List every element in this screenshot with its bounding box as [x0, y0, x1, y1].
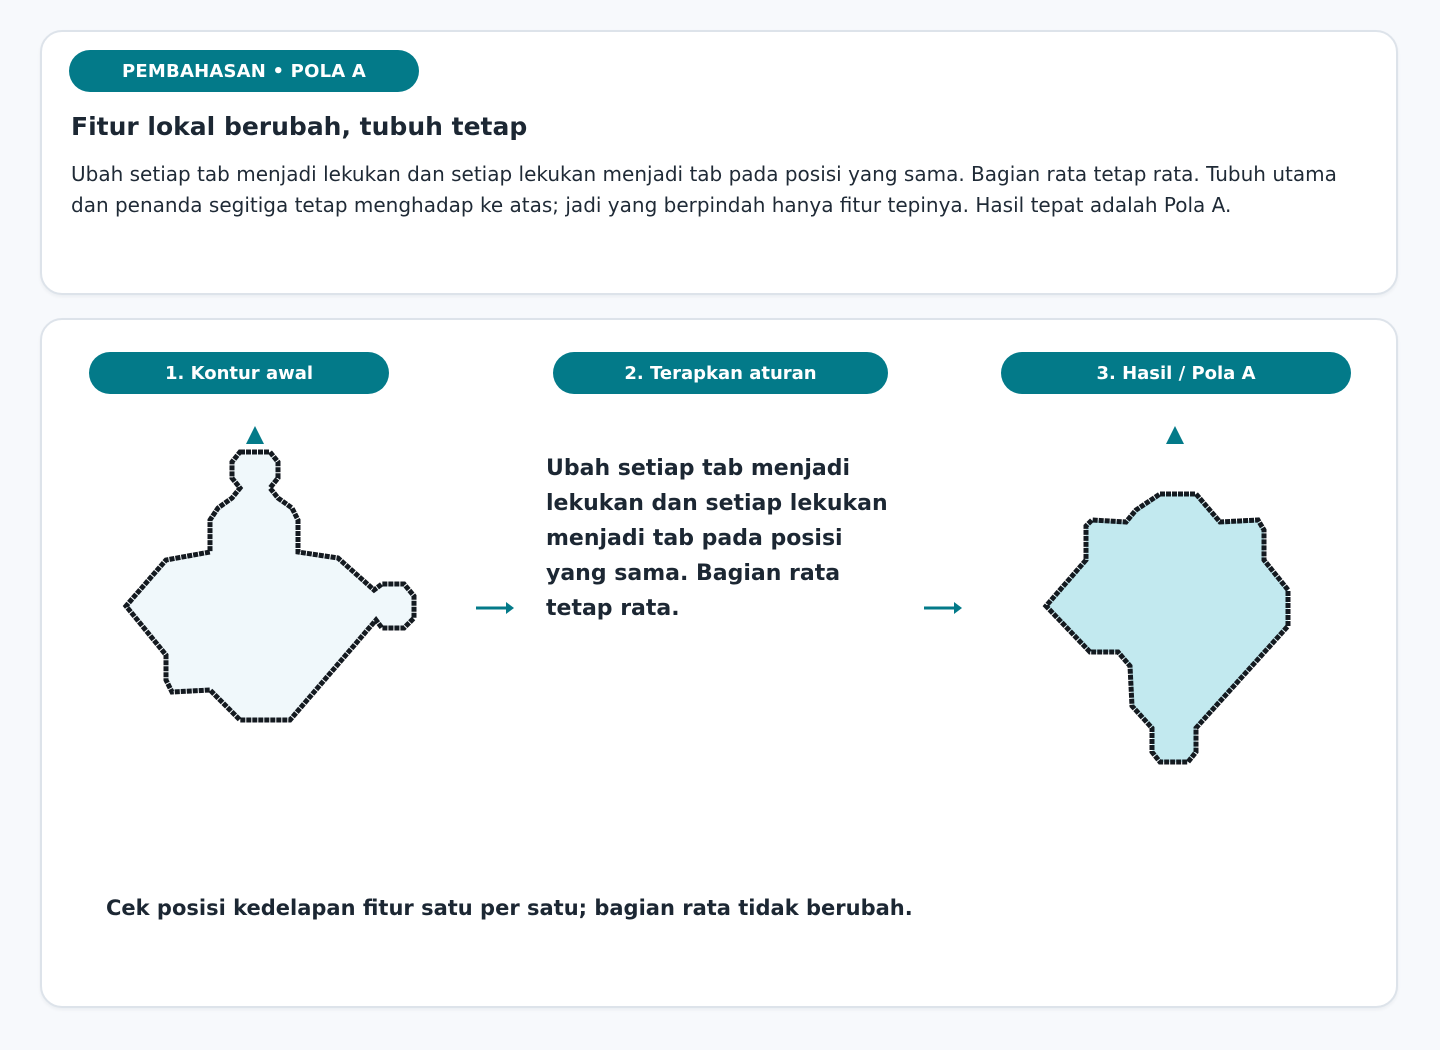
arrow-right-icon: [470, 596, 520, 620]
result-contour-shape: [1046, 494, 1288, 762]
section-badge: PEMBAHASAN • POLA A: [69, 50, 419, 92]
footer-note: Cek posisi kedelapan fitur satu per satu; bagian rata tidak berubah.: [106, 896, 913, 920]
rule-text: Ubah setiap tab menjadi lekukan dan setiap lekukan menjadi tab pada posisi yang sama. Bagian rata tetap rata.: [546, 456, 888, 621]
original-contour-shape: [126, 452, 414, 720]
up-triangle-marker-icon: [246, 426, 264, 444]
step-3-label: 3. Hasil / Pola A: [1001, 352, 1351, 394]
explanation-card: [40, 30, 1398, 295]
up-triangle-marker-icon: [1166, 426, 1184, 444]
arrow-right-icon: [918, 596, 968, 620]
original-contour-figure: [110, 420, 430, 740]
step-2-label: 2. Terapkan aturan: [553, 352, 888, 394]
result-contour-figure: [1030, 420, 1310, 780]
step-1-label: 1. Kontur awal: [89, 352, 389, 394]
page-title: Fitur lokal berubah, tubuh tetap: [71, 112, 528, 141]
explanation-text: Ubah setiap tab menjadi lekukan dan setiap lekukan menjadi tab pada posisi yang sama. Bagian rata tetap rata. Tubuh utama dan penanda segitiga tetap menghadap ke atas; jadi yang berpindah hanya fitur tepinya. Hasil tepat adalah Pola A.: [71, 162, 1337, 217]
